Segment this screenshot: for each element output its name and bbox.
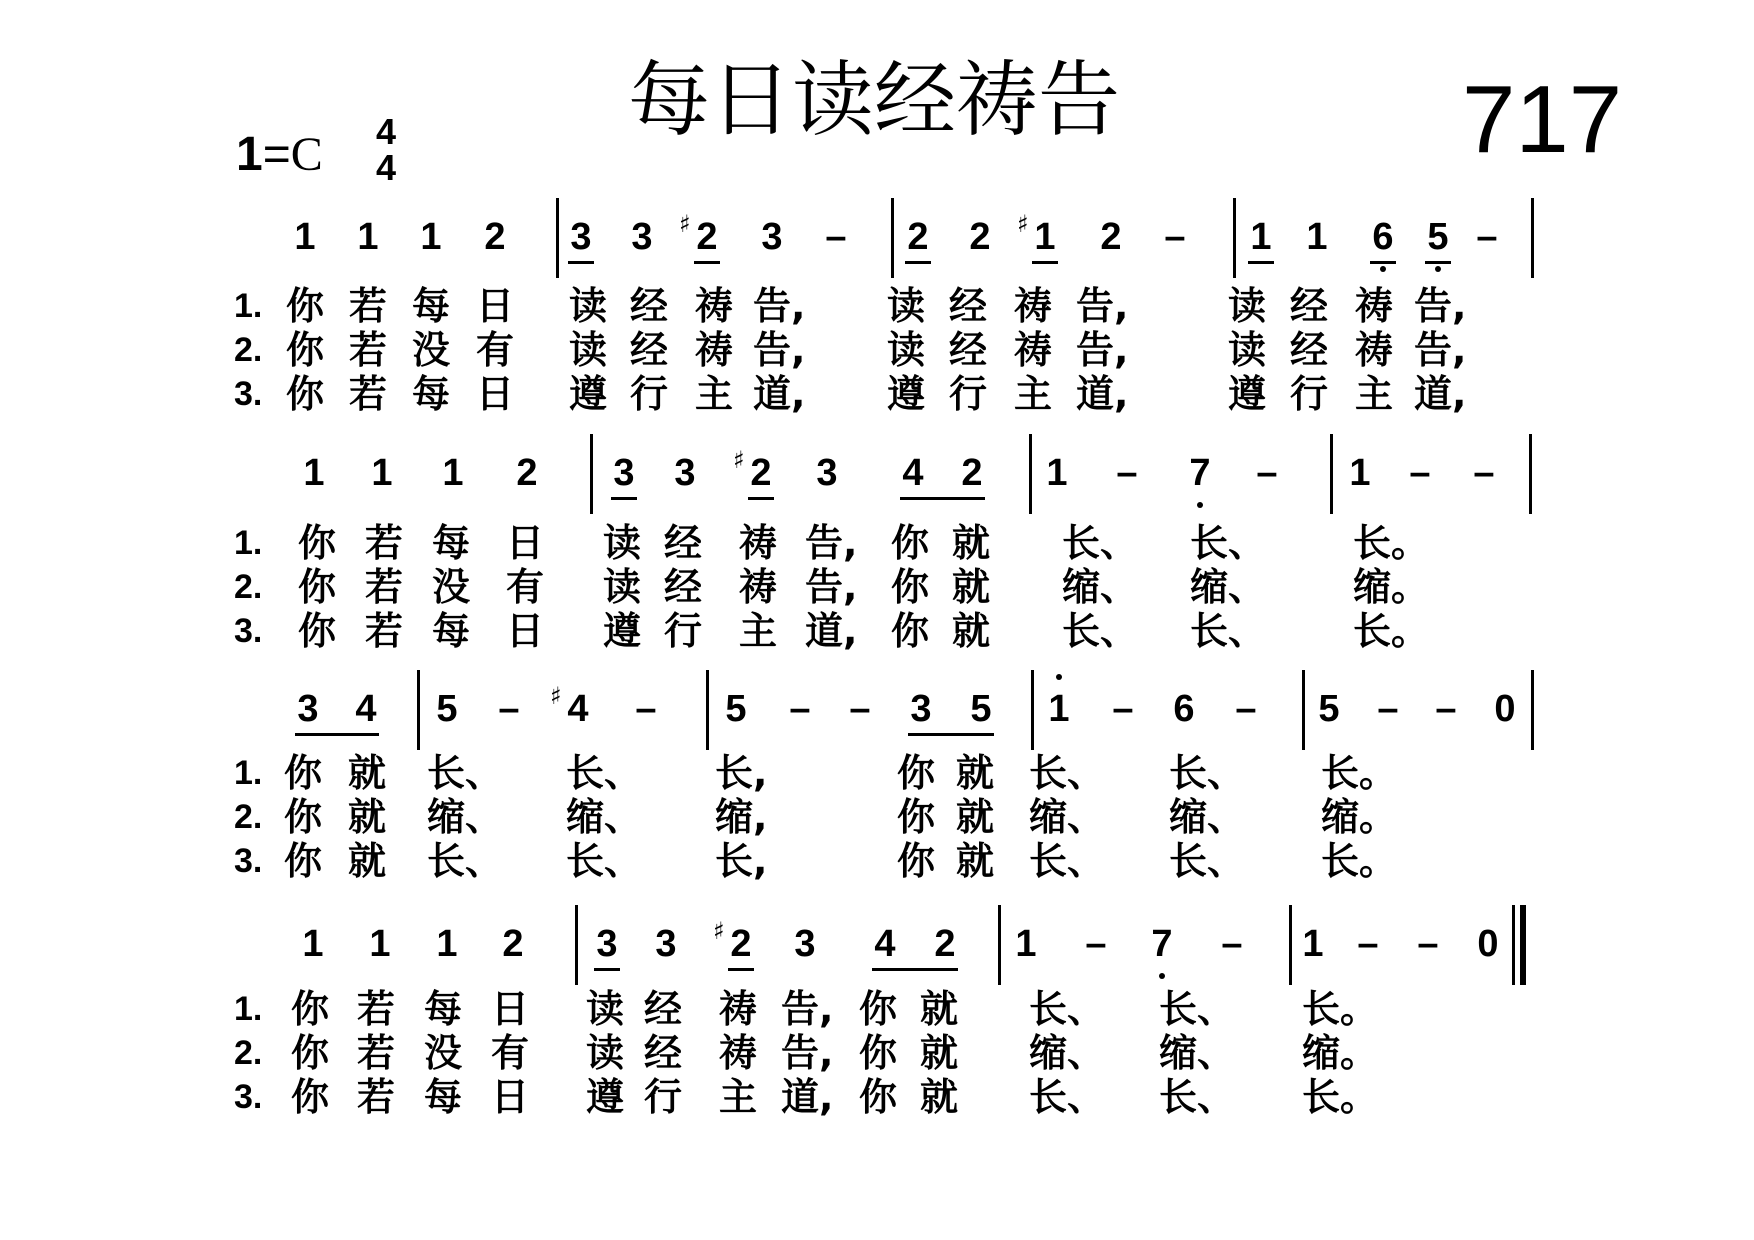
lyric-syllable: 道, [753,372,806,416]
lyric-syllable: 若 [349,284,388,328]
time-signature-beats: 4 [375,111,397,152]
lyric-syllable: 你 [286,372,325,416]
verse-number: 3. [234,612,263,650]
lyric-syllable: 缩、 [427,795,504,839]
low-octave-dot [1197,502,1203,508]
lyric-syllable: 告, [805,565,858,609]
verse-number: 1. [234,754,263,792]
lyric-syllable: 就 [956,751,995,795]
note: 1 [1034,216,1056,258]
eighth-underline [594,968,620,971]
lyric-syllable: 你 [291,1075,330,1119]
lyric-syllable: 长、 [1029,1075,1106,1119]
lyric-syllable: 经 [664,565,703,609]
lyric-syllable: 缩、 [1029,795,1106,839]
hold-dash: – [498,688,520,730]
lyric-syllable: 经 [1290,328,1329,372]
lyric-syllable: 遵 [586,1075,625,1119]
lyric-syllable: 祷 [1014,284,1053,328]
lyric-syllable: 读 [1228,284,1267,328]
note: 5 [436,688,458,730]
sharp-icon: ♯ [550,682,562,710]
lyric-syllable: 主 [739,609,778,653]
lyric-syllable: 读 [569,284,608,328]
lyric-syllable: 每 [432,609,471,653]
lyric-syllable: 你 [298,609,337,653]
note: 1 [1048,688,1070,730]
lyric-syllable: 你 [291,1031,330,1075]
lyric-syllable: 缩, [715,795,768,839]
note: 1 [1046,452,1068,494]
lyric-syllable: 每 [424,1075,463,1119]
lyric-syllable: 长、 [1159,1075,1236,1119]
note: 4 [567,688,589,730]
lyric-syllable: 告, [1076,284,1129,328]
lyric-syllable: 行 [1290,372,1329,416]
lyric-syllable: 就 [952,609,991,653]
lyric-syllable: 长、 [427,839,504,883]
bar-line [891,198,894,278]
lyric-syllable: 读 [569,328,608,372]
lyric-syllable: 若 [365,521,404,565]
eighth-underline [1248,261,1274,264]
lyric-syllable: 主 [695,372,734,416]
lyric-syllable: 有 [491,1031,530,1075]
lyric-syllable: 就 [956,839,995,883]
lyric-syllable: 遵 [569,372,608,416]
lyric-syllable: 长。 [1302,1075,1379,1119]
note: 1 [1349,452,1371,494]
lyric-syllable: 日 [506,609,545,653]
lyric-syllable: 长。 [1353,609,1430,653]
lyric-syllable: 祷 [739,521,778,565]
eighth-underline [611,497,637,500]
lyric-syllable: 就 [920,1031,959,1075]
song-title: 每日读经祷告 [628,53,1121,148]
sharp-icon: ♯ [713,917,725,945]
lyric-syllable: 缩、 [1062,565,1139,609]
sharp-icon: ♯ [679,210,691,238]
final-bar-line-thick [1520,905,1526,985]
note: 5 [970,688,992,730]
bar-line [1330,434,1333,514]
hold-dash: – [1476,216,1498,258]
lyric-syllable: 长。 [1353,521,1430,565]
lyric-syllable: 若 [365,565,404,609]
lyric-syllable: 每 [412,372,451,416]
verse-number: 3. [234,1078,263,1116]
note: 6 [1372,216,1394,258]
lyric-syllable: 长、 [427,751,504,795]
lyric-syllable: 日 [491,987,530,1031]
lyric-syllable: 经 [644,1031,683,1075]
hold-dash: – [635,688,657,730]
lyric-syllable: 告, [781,1031,834,1075]
lyric-syllable: 你 [284,839,323,883]
lyric-syllable: 行 [630,372,669,416]
lyric-syllable: 主 [1014,372,1053,416]
bar-line [1531,670,1534,750]
lyric-syllable: 遵 [887,372,926,416]
lyric-syllable: 告, [753,328,806,372]
note: 4 [355,688,377,730]
verse-number: 2. [234,568,263,606]
lyric-syllable: 有 [506,565,545,609]
hold-dash: – [1235,688,1257,730]
verse-number: 1. [234,287,263,325]
lyric-syllable: 你 [897,839,936,883]
lyric-syllable: 长, [715,751,768,795]
lyric-syllable: 你 [286,284,325,328]
low-octave-dot [1159,973,1165,979]
lyric-syllable: 你 [859,987,898,1031]
final-bar-line [1512,905,1515,985]
lyric-syllable: 你 [897,795,936,839]
note: 2 [750,452,772,494]
lyric-syllable: 行 [644,1075,683,1119]
lyric-syllable: 你 [291,987,330,1031]
note: 6 [1173,688,1195,730]
note: 1 [420,216,442,258]
verse-number: 3. [234,375,263,413]
lyric-syllable: 若 [365,609,404,653]
hold-dash: – [1357,923,1379,965]
lyric-syllable: 告, [805,521,858,565]
lyric-syllable: 长、 [566,751,643,795]
bar-line [1289,905,1292,985]
lyric-syllable: 若 [349,328,388,372]
key-letter: C [290,128,323,181]
note: 3 [297,688,319,730]
lyric-syllable: 日 [491,1075,530,1119]
eighth-underline [568,261,594,264]
lyric-syllable: 道, [1076,372,1129,416]
lyric-syllable: 日 [476,284,515,328]
lyric-syllable: 经 [949,328,988,372]
lyric-syllable: 遵 [603,609,642,653]
lyric-syllable: 长、 [1169,751,1246,795]
eighth-underline [748,497,774,500]
note: 0 [1494,688,1516,730]
lyric-syllable: 就 [952,565,991,609]
low-octave-dot [1380,266,1386,272]
note: 5 [1318,688,1340,730]
lyric-syllable: 没 [412,328,451,372]
hold-dash: – [1377,688,1399,730]
sharp-icon: ♯ [1017,210,1029,238]
note: 2 [516,452,538,494]
verse-number: 3. [234,842,263,880]
lyric-syllable: 就 [348,795,387,839]
lyric-syllable: 祷 [719,1031,758,1075]
hold-dash: – [1417,923,1439,965]
time-signature [366,111,406,188]
lyric-syllable: 经 [630,328,669,372]
lyric-syllable: 长、 [1029,987,1106,1031]
lyric-syllable: 若 [357,1075,396,1119]
note: 2 [961,452,983,494]
bar-line [590,434,593,514]
note: 4 [874,923,896,965]
hold-dash: – [1473,452,1495,494]
time-signature-unit: 4 [375,147,397,188]
lyric-syllable: 缩、 [1190,565,1267,609]
lyric-syllable: 道, [1414,372,1467,416]
lyric-syllable: 日 [476,372,515,416]
lyric-syllable: 缩、 [566,795,643,839]
hold-dash: – [1085,923,1107,965]
note: 3 [613,452,635,494]
lyric-syllable: 没 [424,1031,463,1075]
hold-dash: – [1435,688,1457,730]
lyric-syllable: 祷 [1355,284,1394,328]
verse-number: 2. [234,331,263,369]
key-equals: = [262,128,291,181]
lyric-syllable: 长、 [566,839,643,883]
note: 1 [1015,923,1037,965]
note: 3 [631,216,653,258]
lyric-syllable: 你 [298,521,337,565]
lyric-syllable: 行 [949,372,988,416]
note: 4 [902,452,924,494]
lyric-syllable: 告, [1414,284,1467,328]
lyric-syllable: 告, [781,987,834,1031]
verse-number: 1. [234,990,263,1028]
low-octave-dot [1435,266,1441,272]
eighth-underline [872,968,958,971]
lyric-syllable: 缩、 [1029,1031,1106,1075]
lyric-syllable: 祷 [739,565,778,609]
note: 1 [371,452,393,494]
lyric-syllable: 祷 [1355,328,1394,372]
hold-dash: – [1116,452,1138,494]
bar-line [1031,670,1034,750]
lyric-syllable: 主 [1355,372,1394,416]
note: 1 [436,923,458,965]
lyric-syllable: 遵 [1228,372,1267,416]
lyric-syllable: 告, [1076,328,1129,372]
lyric-syllable: 长、 [1029,751,1106,795]
lyric-syllable: 缩。 [1321,795,1398,839]
eighth-underline [905,261,931,264]
bar-line [1531,198,1534,278]
lyric-syllable: 长、 [1159,987,1236,1031]
hold-dash: – [1221,923,1243,965]
note: 2 [730,923,752,965]
note: 3 [816,452,838,494]
note: 1 [1250,216,1272,258]
note: 1 [369,923,391,965]
note: 3 [674,452,696,494]
lyric-syllable: 祷 [695,284,734,328]
lyric-syllable: 缩。 [1353,565,1430,609]
hold-dash: – [1112,688,1134,730]
bar-line [575,905,578,985]
eighth-underline [900,497,985,500]
note: 3 [570,216,592,258]
note: 3 [910,688,932,730]
lyric-syllable: 若 [357,987,396,1031]
lyric-syllable: 就 [348,839,387,883]
lyric-syllable: 长、 [1169,839,1246,883]
eighth-underline [1370,261,1396,264]
note: 2 [934,923,956,965]
lyric-syllable: 读 [1228,328,1267,372]
note: 2 [969,216,991,258]
lyric-syllable: 日 [506,521,545,565]
note: 3 [596,923,618,965]
note: 1 [302,923,324,965]
lyric-syllable: 长、 [1190,609,1267,653]
sharp-icon: ♯ [733,446,745,474]
note: 5 [725,688,747,730]
lyric-syllable: 你 [284,751,323,795]
lyric-syllable: 就 [952,521,991,565]
lyric-syllable: 长。 [1321,839,1398,883]
lyric-syllable: 每 [424,987,463,1031]
lyric-syllable: 缩。 [1302,1031,1379,1075]
lyric-syllable: 祷 [719,987,758,1031]
high-octave-dot [1056,674,1062,680]
lyric-syllable: 读 [887,328,926,372]
lyric-syllable: 缩、 [1159,1031,1236,1075]
note: 1 [442,452,464,494]
note: 1 [357,216,379,258]
lyric-syllable: 祷 [695,328,734,372]
verse-number: 2. [234,1034,263,1072]
lyric-syllable: 你 [859,1031,898,1075]
note: 1 [1306,216,1328,258]
lyric-syllable: 你 [891,609,930,653]
note: 2 [502,923,524,965]
hold-dash: – [849,688,871,730]
lyric-syllable: 告, [753,284,806,328]
eighth-underline [295,733,379,736]
lyric-syllable: 长、 [1029,839,1106,883]
lyric-syllable: 你 [891,521,930,565]
eighth-underline [1425,261,1451,264]
lyric-syllable: 道, [781,1075,834,1119]
eighth-underline [728,968,754,971]
lyric-syllable: 读 [603,565,642,609]
note: 7 [1189,452,1211,494]
lyric-syllable: 缩、 [1169,795,1246,839]
bar-line [998,905,1001,985]
lyric-syllable: 就 [920,1075,959,1119]
lyric-syllable: 你 [284,795,323,839]
lyric-syllable: 就 [348,751,387,795]
verse-number: 2. [234,798,263,836]
note: 3 [794,923,816,965]
lyric-syllable: 读 [603,521,642,565]
note: 2 [484,216,506,258]
hold-dash: – [825,216,847,258]
lyric-syllable: 你 [859,1075,898,1119]
note: 1 [303,452,325,494]
hold-dash: – [1409,452,1431,494]
bar-line [706,670,709,750]
lyric-syllable: 每 [412,284,451,328]
hold-dash: – [1164,216,1186,258]
verse-number: 1. [234,524,263,562]
lyric-syllable: 你 [286,328,325,372]
lyric-syllable: 每 [432,521,471,565]
lyric-syllable: 长、 [1190,521,1267,565]
lyric-syllable: 你 [891,565,930,609]
note: 1 [294,216,316,258]
lyric-syllable: 若 [349,372,388,416]
note: 2 [696,216,718,258]
note: 3 [655,923,677,965]
bar-line [556,198,559,278]
note: 0 [1477,923,1499,965]
lyric-syllable: 经 [664,521,703,565]
lyric-syllable: 长。 [1321,751,1398,795]
bar-line [417,670,420,750]
lyric-syllable: 主 [719,1075,758,1119]
note: 2 [1100,216,1122,258]
bar-line [1529,434,1532,514]
lyric-syllable: 就 [956,795,995,839]
lyric-syllable: 没 [432,565,471,609]
bar-line [1029,434,1032,514]
lyric-syllable: 经 [644,987,683,1031]
lyric-syllable: 长, [715,839,768,883]
eighth-underline [1032,261,1058,264]
lyric-syllable: 经 [630,284,669,328]
note: 7 [1151,923,1173,965]
lyric-syllable: 读 [586,987,625,1031]
bar-line [1302,670,1305,750]
lyric-syllable: 经 [949,284,988,328]
lyric-syllable: 道, [805,609,858,653]
lyric-syllable: 你 [298,565,337,609]
key-signature [236,130,323,179]
hold-dash: – [789,688,811,730]
bar-line [1233,198,1236,278]
eighth-underline [694,261,720,264]
lyric-syllable: 读 [887,284,926,328]
lyric-syllable: 祷 [1014,328,1053,372]
note: 5 [1427,216,1449,258]
note: 2 [907,216,929,258]
key-tonic: 1 [236,128,263,181]
note: 1 [1302,923,1324,965]
hold-dash: – [1256,452,1278,494]
lyric-syllable: 长、 [1062,609,1139,653]
lyric-syllable: 就 [920,987,959,1031]
lyric-syllable: 读 [586,1031,625,1075]
lyric-syllable: 若 [357,1031,396,1075]
lyric-syllable: 有 [476,328,515,372]
eighth-underline [908,733,994,736]
hymn-number: 717 [1462,66,1623,173]
lyric-syllable: 行 [664,609,703,653]
lyric-syllable: 经 [1290,284,1329,328]
lyric-syllable: 长、 [1062,521,1139,565]
lyric-syllable: 你 [897,751,936,795]
note: 3 [761,216,783,258]
lyric-syllable: 告, [1414,328,1467,372]
lyric-syllable: 长。 [1302,987,1379,1031]
